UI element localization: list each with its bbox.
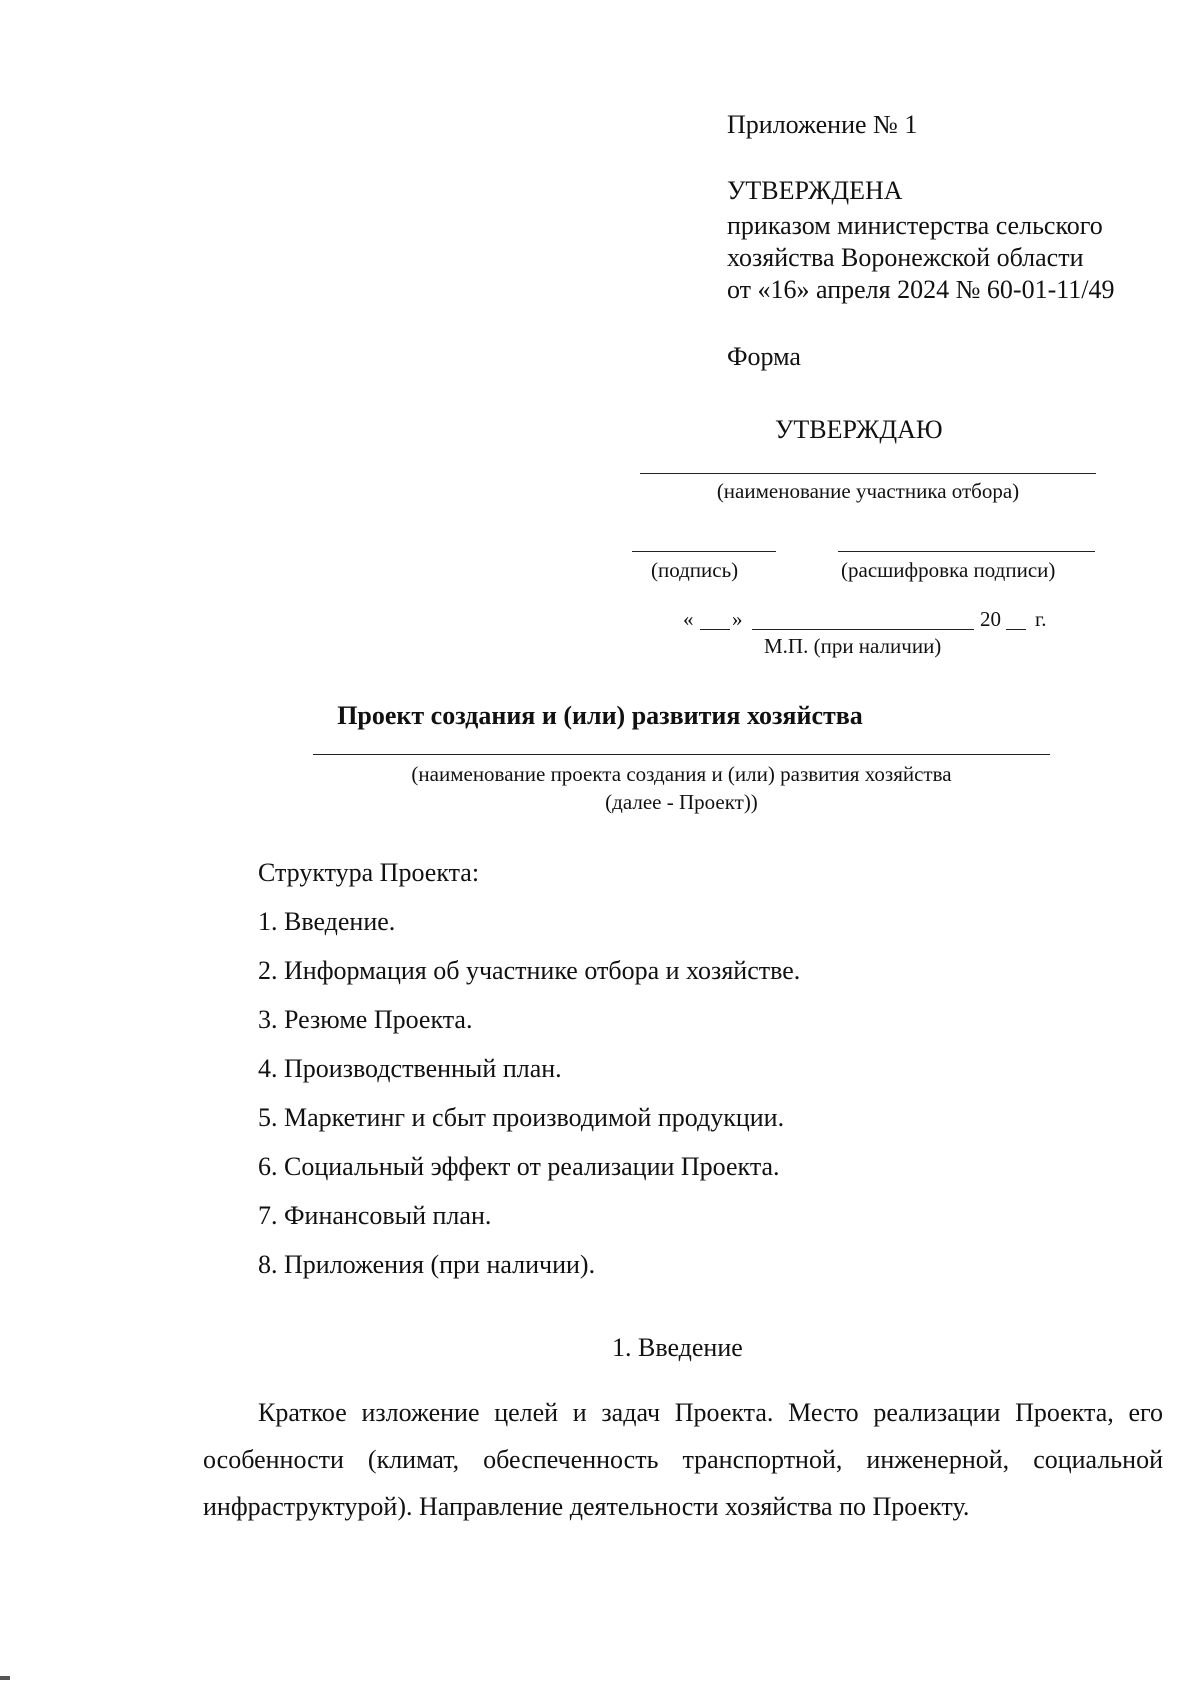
- list-item: 8. Приложения (при наличии).: [258, 1250, 596, 1279]
- signature-line: [632, 551, 776, 552]
- list-item: 5. Маркетинг и сбыт производимой продукции.: [258, 1103, 785, 1132]
- year-suffix: г.: [1035, 607, 1047, 631]
- participant-caption: (наименование участника отбора): [716, 479, 1020, 503]
- signature-caption: (подпись): [651, 558, 739, 582]
- list-item: 3. Резюме Проекта.: [258, 1005, 473, 1034]
- list-item: 1. Введение.: [258, 907, 396, 936]
- project-title: Проект создания и (или) развития хозяйства: [337, 701, 863, 730]
- structure-heading: Структура Проекта:: [258, 858, 480, 887]
- list-item: 7. Финансовый план.: [258, 1201, 492, 1230]
- project-name-caption-2: (далее - Проект)): [605, 790, 758, 814]
- year-prefix: 20: [980, 607, 1001, 631]
- scan-edge-mark: [0, 1676, 10, 1680]
- date-quote-close: »: [732, 607, 743, 631]
- order-line-1: приказом министерства сельского: [727, 211, 1103, 240]
- intro-paragraph: Краткое изложение целей и задач Проекта. Место реализации Проекта, его особенности (климат, обеспеченность транспортной, инженерной, социальной инфраструктурой). Направление деятельности хозяйства по Проекту.: [203, 1398, 1163, 1521]
- project-name-line: [313, 754, 1050, 755]
- decoding-caption: (расшифровка подписи): [841, 558, 1056, 582]
- list-item: 2. Информация об участнике отбора и хозяйстве.: [258, 956, 801, 985]
- participant-name-line: [640, 473, 1096, 474]
- section-heading: 1. Введение: [612, 1333, 743, 1362]
- year-line: [1006, 629, 1026, 630]
- seal-caption: М.П. (при наличии): [764, 634, 942, 658]
- form-label: Форма: [727, 342, 801, 371]
- day-line: [700, 629, 730, 630]
- date-quote-open: «: [683, 607, 694, 631]
- list-item: 6. Социальный эффект от реализации Проекта.: [258, 1152, 780, 1181]
- month-line: [752, 629, 974, 630]
- project-name-caption-1: (наименование проекта создания и (или) развития хозяйства: [411, 762, 952, 786]
- order-line-3: от «16» апреля 2024 № 60-01-11/49: [727, 275, 1115, 304]
- order-line-2: хозяйства Воронежской области: [727, 243, 1084, 272]
- list-item: 4. Производственный план.: [258, 1054, 562, 1083]
- decoding-line: [838, 551, 1095, 552]
- approve-heading: УТВЕРЖДАЮ: [775, 415, 943, 444]
- appendix-number: Приложение № 1: [727, 110, 918, 139]
- approved-heading: УТВЕРЖДЕНА: [727, 176, 903, 205]
